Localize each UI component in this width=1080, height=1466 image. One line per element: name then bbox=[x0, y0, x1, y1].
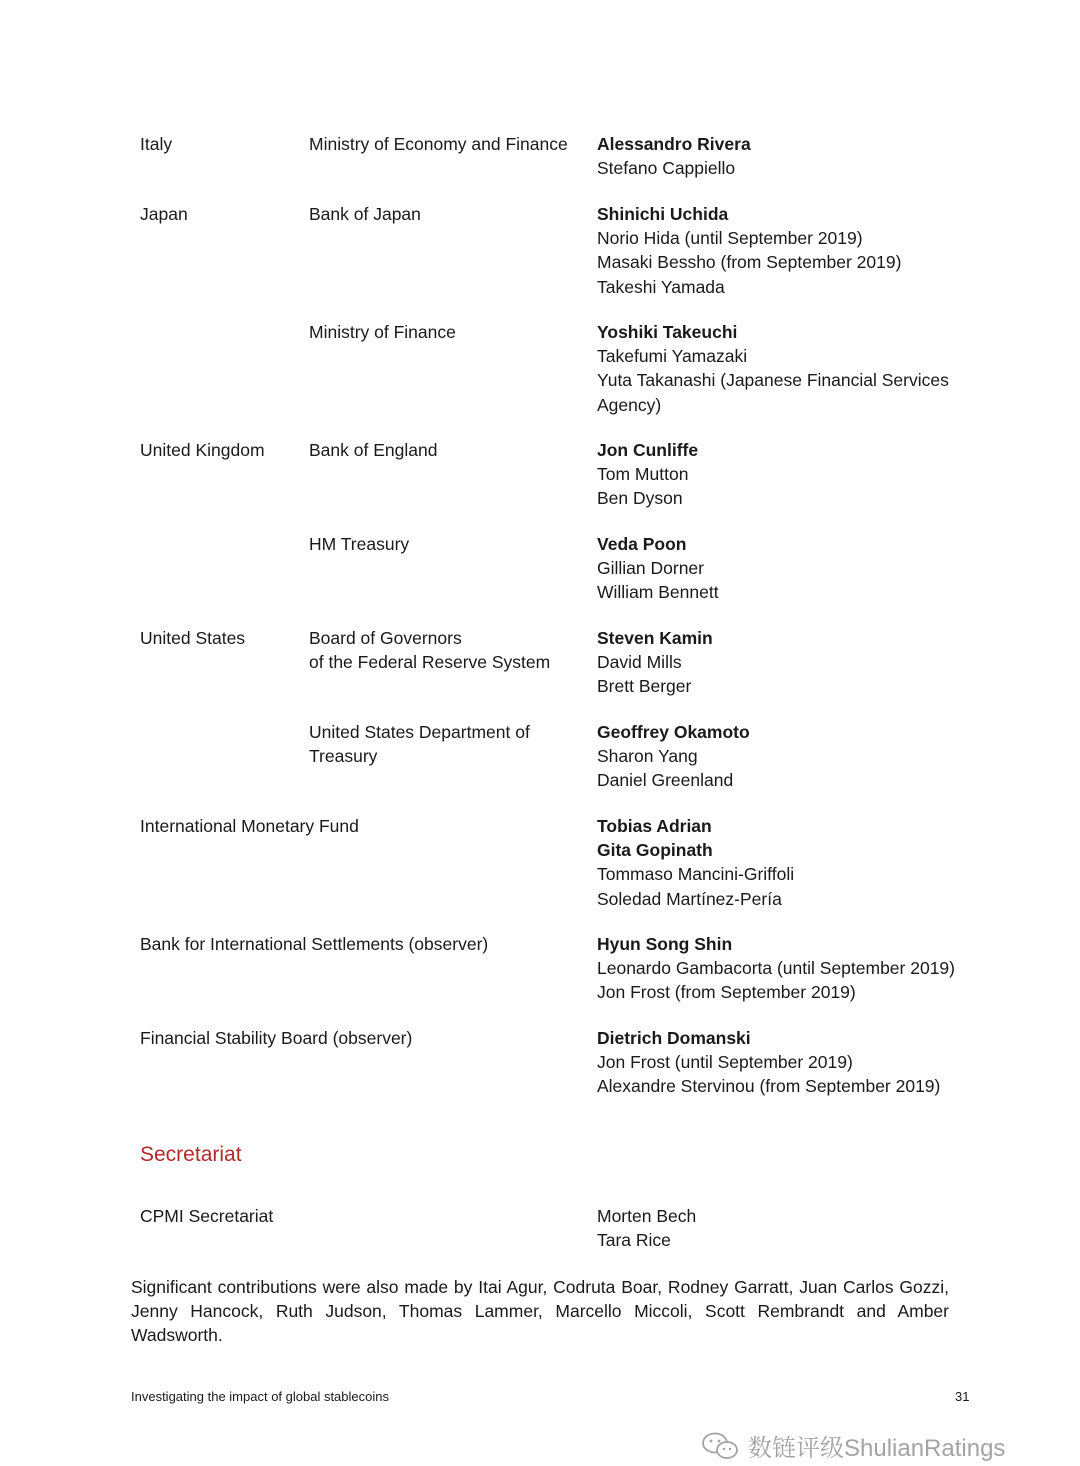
member: Sharon Yang bbox=[597, 746, 698, 767]
institution-name bbox=[309, 202, 579, 226]
lead-member: Alessandro Rivera bbox=[597, 134, 751, 154]
member: Agency) bbox=[597, 394, 662, 415]
institution-line: of the Federal Reserve System bbox=[309, 652, 551, 673]
member: Jon Frost (from September 2019) bbox=[597, 982, 856, 1003]
member: Ben Dyson bbox=[597, 488, 683, 509]
member-list bbox=[597, 1204, 997, 1252]
member: Jon Frost (until September 2019) bbox=[597, 1052, 853, 1073]
lead-member: Steven Kamin bbox=[597, 628, 713, 648]
member: Gillian Dorner bbox=[597, 558, 704, 579]
member-list bbox=[597, 320, 997, 417]
member-list bbox=[597, 814, 997, 911]
institution-line: HM Treasury bbox=[309, 534, 410, 554]
member: Takeshi Yamada bbox=[597, 276, 725, 297]
organization-label: Financial Stability Board (observer) bbox=[140, 1028, 413, 1048]
institution-line: Bank of Japan bbox=[309, 204, 421, 224]
page-number: 31 bbox=[955, 1389, 970, 1404]
institution-line: Bank of England bbox=[309, 440, 438, 460]
member-list bbox=[597, 438, 997, 511]
member: Takefumi Yamazaki bbox=[597, 346, 748, 367]
member: Stefano Cappiello bbox=[597, 158, 736, 179]
member: Tommaso Mancini-Griffoli bbox=[597, 864, 795, 885]
member-list bbox=[597, 626, 997, 699]
institution-name bbox=[309, 720, 579, 768]
institution-line: Ministry of Finance bbox=[309, 322, 456, 342]
footer-title: Investigating the impact of global stablecoins bbox=[131, 1389, 389, 1404]
member-list bbox=[597, 720, 997, 793]
institution-name bbox=[309, 532, 579, 556]
institution-name bbox=[309, 320, 579, 344]
lead-member: Yoshiki Takeuchi bbox=[597, 322, 738, 342]
lead-member: Dietrich Domanski bbox=[597, 1028, 751, 1048]
section-heading: Secretariat bbox=[140, 1143, 242, 1166]
organization-label: Bank for International Settlements (observer) bbox=[140, 934, 489, 954]
country-label: Japan bbox=[140, 204, 188, 224]
member: Alexandre Stervinou (from September 2019) bbox=[597, 1076, 941, 1097]
member-list bbox=[597, 532, 997, 605]
member: Leonardo Gambacorta (until September 2019) bbox=[597, 958, 955, 979]
member-list bbox=[597, 1026, 997, 1099]
member: Tom Mutton bbox=[597, 464, 689, 485]
lead-member: Shinichi Uchida bbox=[597, 204, 729, 224]
member: Yuta Takanashi (Japanese Financial Services bbox=[597, 370, 949, 391]
secretariat-label: CPMI Secretariat bbox=[140, 1206, 274, 1226]
organization-label: International Monetary Fund bbox=[140, 816, 359, 836]
lead-member: Tobias Adrian bbox=[597, 816, 712, 836]
institution-line: Ministry of Economy and Finance bbox=[309, 134, 568, 154]
institution-line: Board of Governors bbox=[309, 628, 462, 648]
member: William Bennett bbox=[597, 582, 719, 603]
member: Soledad Martínez-Pería bbox=[597, 888, 782, 909]
institution-name bbox=[309, 132, 579, 156]
institution-name bbox=[309, 626, 579, 674]
institution-line: Treasury bbox=[309, 746, 378, 767]
lead-member: Geoffrey Okamoto bbox=[597, 722, 750, 742]
lead-member: Jon Cunliffe bbox=[597, 440, 699, 460]
lead-member: Hyun Song Shin bbox=[597, 934, 733, 954]
watermark-text: 数链评级ShulianRatings bbox=[748, 1435, 1006, 1462]
country-label: Italy bbox=[140, 134, 173, 154]
member-list bbox=[597, 932, 997, 1005]
wechat-icon bbox=[700, 1431, 740, 1461]
country-label: United Kingdom bbox=[140, 440, 265, 460]
institution-name bbox=[309, 438, 579, 462]
member: Morten Bech bbox=[597, 1206, 697, 1226]
member: Daniel Greenland bbox=[597, 770, 734, 791]
member: Brett Berger bbox=[597, 676, 692, 697]
contributions-paragraph: Significant contributions were also made by Itai Agur, Codruta Boar, Rodney Garratt, Juan Carlos Gozzi, Jenny Hancock, Ruth Judson, Thomas Lammer, Marcello Miccoli, Scott Rembrandt and Amber Wadsworth. bbox=[131, 1277, 949, 1346]
member-list bbox=[597, 132, 997, 180]
country-label: United States bbox=[140, 628, 246, 648]
member: Norio Hida (until September 2019) bbox=[597, 228, 863, 249]
watermark bbox=[700, 1428, 1005, 1463]
member: Masaki Bessho (from September 2019) bbox=[597, 252, 902, 273]
lead-member: Veda Poon bbox=[597, 534, 687, 554]
member-list bbox=[597, 202, 997, 299]
institution-line: United States Department of bbox=[309, 722, 530, 742]
member: David Mills bbox=[597, 652, 682, 673]
lead-member: Gita Gopinath bbox=[597, 840, 713, 861]
member: Tara Rice bbox=[597, 1230, 671, 1251]
